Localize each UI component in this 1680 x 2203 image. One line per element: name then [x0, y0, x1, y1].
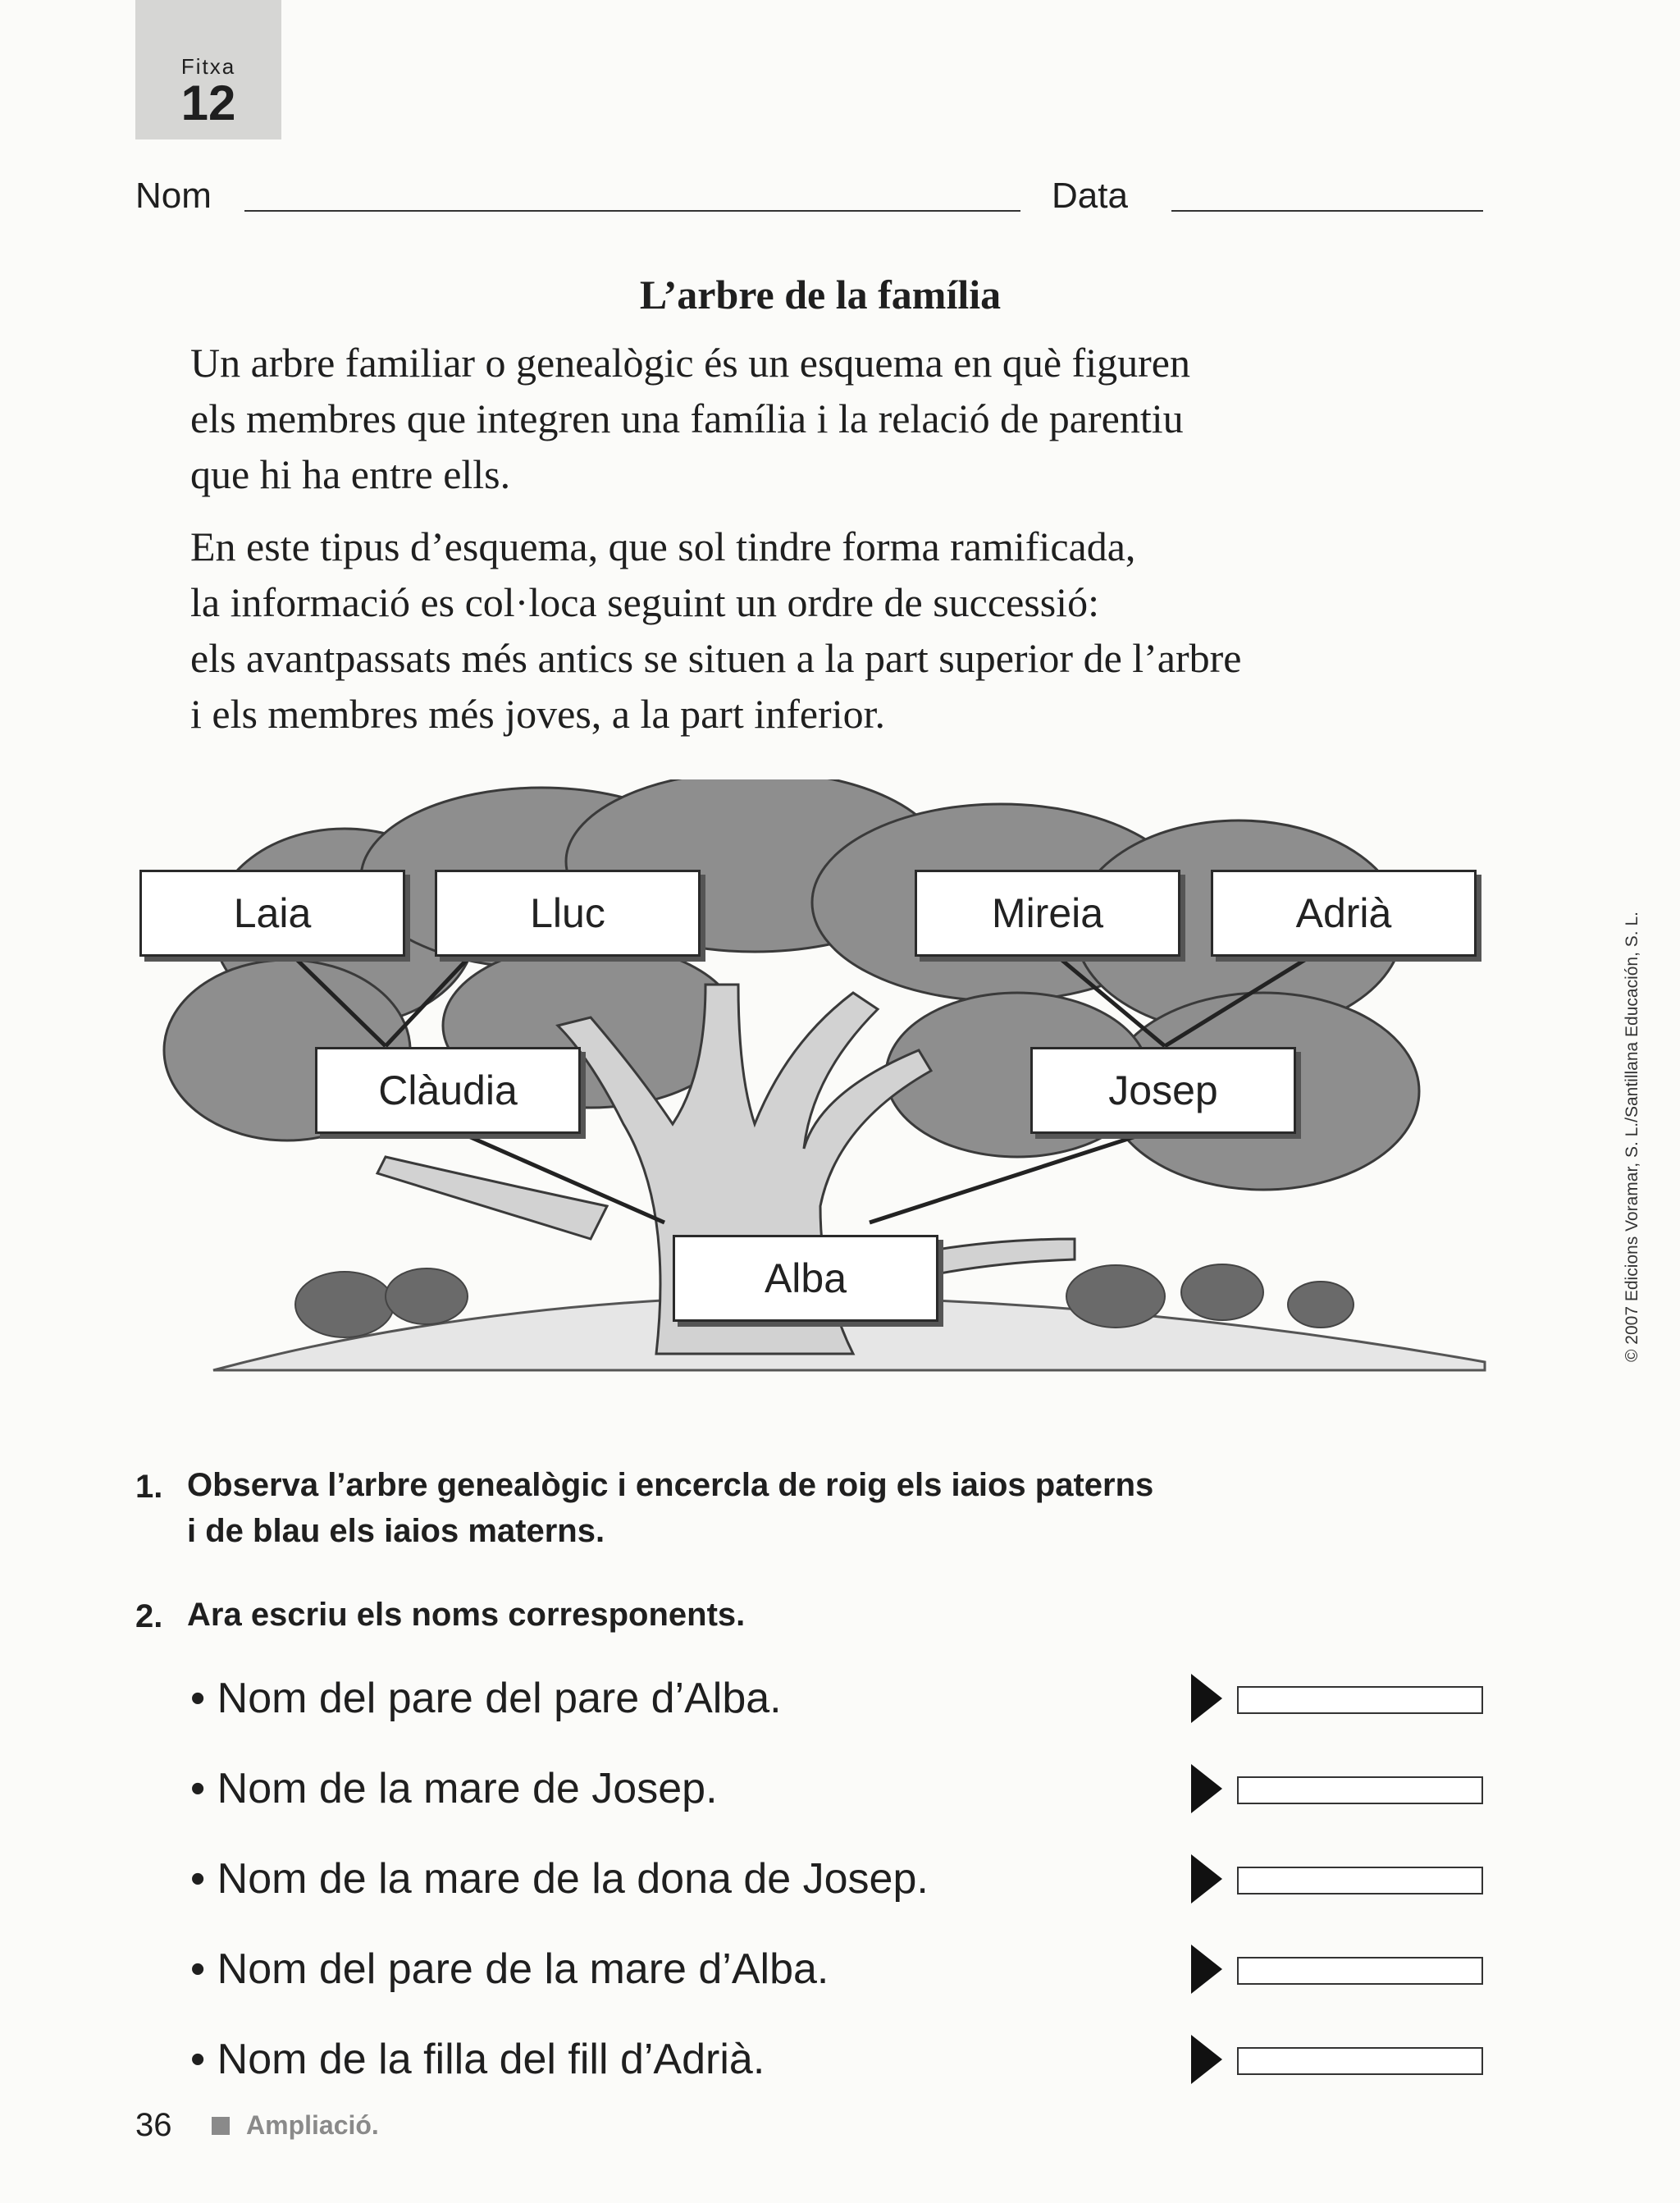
name-box-alba: Alba [673, 1235, 938, 1322]
arrow-right-icon [1191, 1674, 1222, 1723]
answer-field-1[interactable] [1237, 1686, 1483, 1714]
page-number: 36 [135, 2107, 172, 2143]
question-2-text [187, 1592, 745, 1638]
paragraph-line: que hi ha entre ells. [190, 451, 511, 497]
worksheet-label: Fitxa [180, 54, 236, 79]
answer-field-5[interactable] [1237, 2047, 1483, 2075]
arrow-right-icon [1191, 1764, 1222, 1813]
copyright-notice: © 2007 Edicions Voramar, S. L./Santillana Educación, S. L. [1623, 912, 1641, 1362]
question-2-number: 2. [135, 1598, 163, 1634]
arrow-right-icon [1191, 2035, 1222, 2084]
worksheet-number-badge [135, 0, 281, 139]
arrow-right-icon [1191, 1945, 1222, 1994]
name-box-lluc: Lluc [435, 870, 701, 957]
page-title: L’arbre de la família [639, 272, 1002, 318]
name-box-claudia: Clàudia [315, 1047, 581, 1134]
square-icon [212, 2117, 230, 2135]
name-box-josep: Josep [1030, 1047, 1296, 1134]
paragraph-line: els avantpassats més antics se situen a la part superior de l’arbre [190, 635, 1242, 681]
date-field[interactable] [1171, 210, 1483, 212]
worksheet-number: 12 [180, 75, 236, 130]
bullet-item: • Nom de la mare de Josep. [190, 1765, 718, 1812]
name-box-laia: Laia [139, 870, 405, 957]
bullet-item: • Nom de la mare de la dona de Josep. [190, 1855, 929, 1903]
bullet-item: • Nom de la filla del fill d’Adrià. [190, 2036, 765, 2083]
bullet-item: • Nom del pare del pare d’Alba. [190, 1675, 782, 1722]
question-1-text [187, 1462, 1153, 1554]
paragraph-line: Un arbre familiar o genealògic és un esquema en què figuren [190, 340, 1190, 386]
bullet-item: • Nom del pare de la mare d’Alba. [190, 1945, 829, 1993]
date-label: Data [1052, 176, 1128, 216]
question-line: Observa l’arbre genealògic i encercla de roig els iaios paterns [187, 1467, 1154, 1503]
paragraph-line: els membres que integren una família i la relació de parentiu [190, 395, 1184, 441]
question-line: Ara escriu els noms corresponents. [187, 1597, 746, 1633]
arrow-right-icon [1191, 1854, 1222, 1904]
footer-label: Ampliació. [246, 2110, 379, 2140]
name-label: Nom [135, 176, 212, 216]
paragraph-line: i els membres més joves, a la part inferior. [190, 691, 885, 737]
answer-field-3[interactable] [1237, 1867, 1483, 1894]
name-box-adria: Adrià [1211, 870, 1477, 957]
name-box-mireia: Mireia [915, 870, 1180, 957]
name-field[interactable] [244, 210, 1020, 212]
paragraph-line: la informació es col·loca seguint un ordre de successió: [190, 579, 1099, 625]
answer-field-2[interactable] [1237, 1776, 1483, 1804]
answer-field-4[interactable] [1237, 1957, 1483, 1985]
intro-paragraph-2 [190, 519, 1404, 742]
intro-paragraph-1 [190, 335, 1404, 502]
question-line: i de blau els iaios materns. [187, 1513, 605, 1549]
paragraph-line: En este tipus d’esquema, que sol tindre forma ramificada, [190, 523, 1136, 569]
question-1-number: 1. [135, 1469, 163, 1505]
